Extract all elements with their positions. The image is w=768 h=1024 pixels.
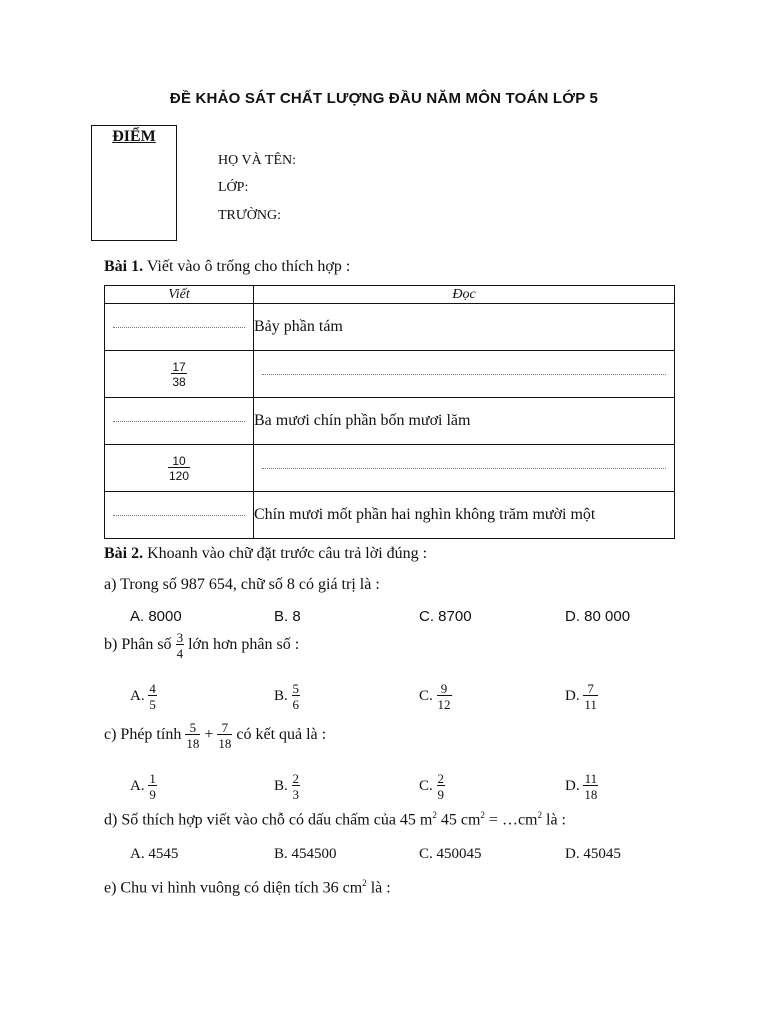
table-row [105, 492, 675, 539]
option-c-C[interactable]: C. $\frac{2}{9}$ [419, 771, 445, 802]
read-blank[interactable] [254, 445, 675, 492]
fraction: $\frac{7}{18}$ [218, 720, 232, 751]
question-c: c) Phép tính $\frac{5}{18}$ + $\frac{7}{18}$ có kết quả là : [104, 720, 327, 751]
fraction: $\frac{3}{4}$ [176, 630, 184, 661]
bai1-table [104, 285, 675, 539]
option-c-B[interactable]: B. $\frac{2}{3}$ [274, 771, 300, 802]
option-a-C[interactable]: C. 8700 [419, 608, 472, 625]
school-label: TRƯỜNG: [218, 208, 281, 223]
question-e: e) Chu vi hình vuông có diện tích 36 $cm^2$ là : [104, 878, 391, 897]
class-label: LỚP: [218, 180, 249, 195]
score-label: ĐIỂM [112, 128, 156, 145]
read-blank[interactable] [254, 351, 675, 398]
read-cell: Bảy phần tám [254, 304, 675, 351]
fraction: $\frac{10}{120}$ [168, 453, 190, 483]
question-a: a) Trong số 987 654, chữ số 8 có giá trị là : [104, 576, 380, 593]
bai1-number: Bài 1. [104, 258, 144, 275]
option-a-A[interactable]: A. 8000 [130, 608, 182, 625]
write-cell [105, 445, 254, 492]
option-b-A[interactable]: A. $\frac{4}{5}$ [130, 681, 156, 712]
table-row [105, 351, 675, 398]
header-read: Đọc [254, 286, 675, 304]
option-d-A[interactable]: A. 4545 [130, 846, 179, 862]
table-row [105, 445, 675, 492]
option-a-B[interactable]: B. 8 [274, 608, 301, 625]
bai2-heading [104, 545, 427, 563]
option-b-D[interactable]: D. $\frac{7}{11}$ [565, 681, 597, 712]
option-d-C[interactable]: C. 450045 [419, 846, 482, 862]
option-c-A[interactable]: A. $\frac{1}{9}$ [130, 771, 156, 802]
header-write: Viết [105, 286, 254, 304]
read-cell: Chín mươi mốt phần hai nghìn không trăm mười một [254, 492, 675, 539]
table-row [105, 304, 675, 351]
write-cell [105, 351, 254, 398]
fraction: $\frac{5}{18}$ [186, 720, 200, 751]
bai1-heading [104, 258, 350, 276]
question-d: d) Số thích hợp viết vào chỗ có dấu chấm của 45 $m^2$ 45 $cm^2$ = $\dots cm^2$ là : [104, 810, 566, 829]
write-blank[interactable] [105, 492, 254, 539]
exam-title: ĐỀ KHẢO SÁT CHẤT LƯỢNG ĐẦU NĂM MÔN TOÁN LỚP 5 [169, 90, 599, 107]
question-b: b) Phân số $\frac{3}{4}$ lớn hơn phân số : [104, 630, 300, 661]
option-d-D[interactable]: D. 45045 [565, 846, 621, 862]
option-d-B[interactable]: B. 454500 [274, 846, 337, 862]
table-header-row [105, 286, 675, 304]
fraction: $\frac{17}{38}$ [172, 359, 186, 389]
option-c-D[interactable]: D. $\frac{11}{18}$ [565, 771, 598, 802]
option-a-D[interactable]: D. 80 000 [565, 608, 631, 625]
option-b-C[interactable]: C. $\frac{9}{12}$ [419, 681, 451, 712]
student-name-label: HỌ VÀ TÊN: [218, 153, 297, 168]
bai1-instruction: Viết vào ô trống cho thích hợp : [143, 258, 351, 275]
read-cell: Ba mươi chín phần bốn mươi lăm [254, 398, 675, 445]
option-b-B[interactable]: B. $\frac{5}{6}$ [274, 681, 300, 712]
table-row [105, 398, 675, 445]
bai2-number: Bài 2. [104, 545, 144, 562]
bai2-instruction: Khoanh vào chữ đặt trước câu trả lời đúng : [143, 545, 428, 562]
write-blank[interactable] [105, 304, 254, 351]
write-blank[interactable] [105, 398, 254, 445]
